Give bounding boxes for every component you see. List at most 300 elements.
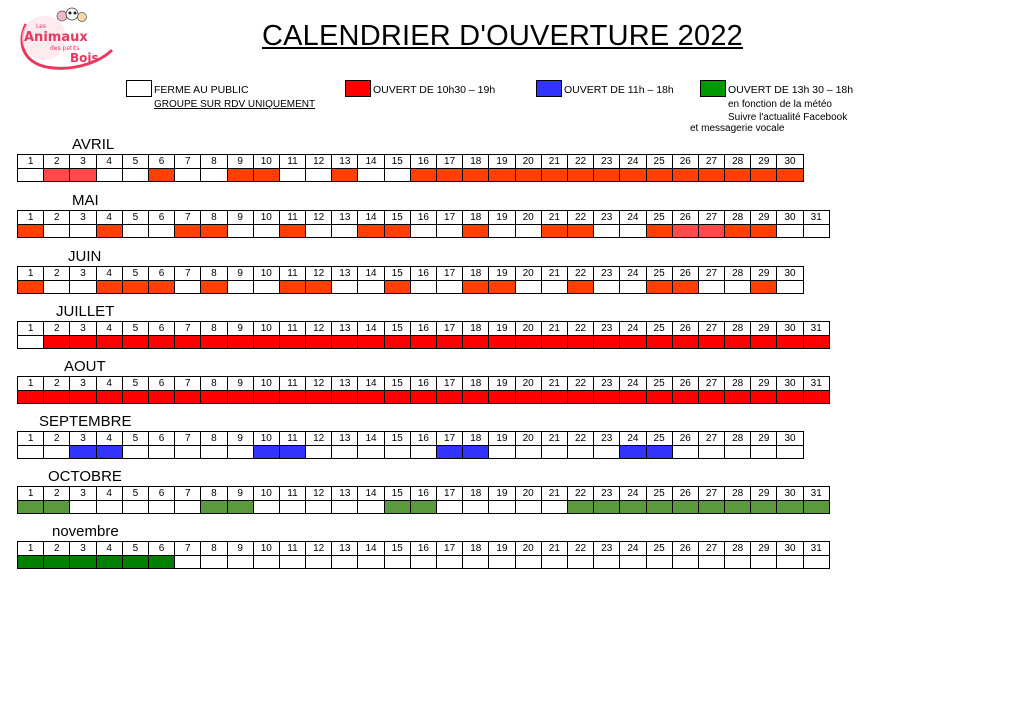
day-number: 26 — [672, 432, 698, 446]
day-status-cell — [437, 446, 463, 459]
day-number: 3 — [70, 155, 96, 169]
day-status-cell — [751, 556, 777, 569]
legend-label-red: OUVERT DE 10h30 – 19h — [373, 84, 496, 96]
day-number: 14 — [358, 211, 384, 225]
day-number: 15 — [384, 322, 410, 336]
day-number: 24 — [620, 155, 646, 169]
day-number: 21 — [541, 542, 567, 556]
month-label-septembre: SEPTEMBRE — [39, 413, 132, 430]
day-status-cell — [725, 169, 751, 182]
day-number: 18 — [463, 487, 489, 501]
day-status-cell — [594, 446, 620, 459]
day-number: 28 — [725, 542, 751, 556]
day-status-cell — [279, 169, 305, 182]
day-status-cell — [646, 169, 672, 182]
day-status-cell — [201, 556, 227, 569]
day-number: 16 — [410, 267, 436, 281]
day-status-cell — [70, 336, 96, 349]
day-status-cell — [227, 391, 253, 404]
day-number: 9 — [227, 267, 253, 281]
month-label-juin: JUIN — [68, 248, 102, 265]
day-number: 25 — [646, 432, 672, 446]
day-number: 28 — [725, 267, 751, 281]
day-number: 15 — [384, 542, 410, 556]
day-status-cell — [646, 556, 672, 569]
logo-text-line4: Bois — [70, 51, 99, 65]
day-status-cell — [384, 225, 410, 238]
day-status-cell — [44, 501, 70, 514]
day-status-cell — [279, 391, 305, 404]
day-number: 30 — [777, 377, 803, 391]
day-number: 2 — [44, 155, 70, 169]
day-status-cell — [698, 169, 724, 182]
day-number: 23 — [594, 432, 620, 446]
day-status-cell — [594, 556, 620, 569]
day-number: 17 — [437, 155, 463, 169]
legend-note-voicemail: et messagerie vocale — [690, 123, 785, 134]
day-status-cell — [567, 336, 593, 349]
day-status-cell — [620, 556, 646, 569]
day-number: 29 — [751, 487, 777, 501]
day-number: 29 — [751, 322, 777, 336]
day-status-cell — [227, 336, 253, 349]
day-status-cell — [620, 391, 646, 404]
day-number: 25 — [646, 487, 672, 501]
day-status-cell — [803, 336, 829, 349]
day-status-cell — [567, 281, 593, 294]
day-status-cell — [44, 169, 70, 182]
day-status-cell — [96, 501, 122, 514]
day-status-cell — [306, 556, 332, 569]
day-number: 23 — [594, 377, 620, 391]
day-status-cell — [567, 501, 593, 514]
day-status-cell — [201, 281, 227, 294]
day-status-cell — [646, 225, 672, 238]
day-status-cell — [777, 281, 803, 294]
day-status-cell — [148, 169, 174, 182]
day-status-cell — [437, 281, 463, 294]
day-status-cell — [489, 336, 515, 349]
day-status-cell — [463, 556, 489, 569]
day-number: 5 — [122, 432, 148, 446]
day-status-cell — [594, 336, 620, 349]
day-status-cell — [175, 169, 201, 182]
day-status-cell — [148, 501, 174, 514]
day-number: 26 — [672, 155, 698, 169]
day-number-row — [18, 432, 804, 446]
day-number: 13 — [332, 211, 358, 225]
month-grid-octobre — [17, 486, 830, 514]
day-number: 6 — [148, 432, 174, 446]
day-number: 7 — [175, 542, 201, 556]
day-number: 27 — [698, 267, 724, 281]
day-number: 19 — [489, 432, 515, 446]
day-number: 5 — [122, 211, 148, 225]
day-number: 29 — [751, 377, 777, 391]
day-status-cell — [515, 501, 541, 514]
day-status-cell — [18, 391, 44, 404]
status-row — [18, 446, 804, 459]
day-status-cell — [148, 225, 174, 238]
day-status-cell — [594, 501, 620, 514]
day-status-cell — [410, 501, 436, 514]
day-number: 10 — [253, 267, 279, 281]
day-status-cell — [541, 556, 567, 569]
day-status-cell — [384, 501, 410, 514]
day-number: 12 — [306, 267, 332, 281]
day-number: 1 — [18, 432, 44, 446]
day-number: 20 — [515, 211, 541, 225]
day-status-cell — [698, 281, 724, 294]
day-number: 23 — [594, 155, 620, 169]
day-status-cell — [515, 169, 541, 182]
day-status-cell — [698, 501, 724, 514]
day-number: 29 — [751, 267, 777, 281]
day-status-cell — [306, 391, 332, 404]
day-status-cell — [279, 446, 305, 459]
day-number: 11 — [279, 487, 305, 501]
day-number: 23 — [594, 542, 620, 556]
day-number: 4 — [96, 155, 122, 169]
day-number: 18 — [463, 267, 489, 281]
day-number: 7 — [175, 211, 201, 225]
day-status-cell — [332, 281, 358, 294]
day-status-cell — [384, 336, 410, 349]
day-number: 13 — [332, 267, 358, 281]
day-number-row — [18, 487, 830, 501]
day-status-cell — [751, 225, 777, 238]
day-status-cell — [567, 391, 593, 404]
day-status-cell — [96, 446, 122, 459]
day-status-cell — [777, 336, 803, 349]
day-number: 7 — [175, 322, 201, 336]
day-number: 18 — [463, 377, 489, 391]
day-number: 23 — [594, 322, 620, 336]
day-status-cell — [332, 446, 358, 459]
day-status-cell — [175, 225, 201, 238]
day-status-cell — [437, 391, 463, 404]
day-number: 26 — [672, 267, 698, 281]
day-number: 13 — [332, 487, 358, 501]
day-status-cell — [515, 391, 541, 404]
day-status-cell — [227, 446, 253, 459]
day-status-cell — [489, 446, 515, 459]
day-number: 8 — [201, 487, 227, 501]
day-status-cell — [725, 281, 751, 294]
day-status-cell — [279, 281, 305, 294]
day-status-cell — [70, 169, 96, 182]
day-number: 28 — [725, 211, 751, 225]
day-number: 24 — [620, 432, 646, 446]
day-status-cell — [777, 556, 803, 569]
day-status-cell — [541, 501, 567, 514]
day-status-cell — [672, 169, 698, 182]
day-number: 4 — [96, 267, 122, 281]
day-number: 2 — [44, 377, 70, 391]
day-status-cell — [725, 446, 751, 459]
day-number: 8 — [201, 542, 227, 556]
day-number: 26 — [672, 322, 698, 336]
day-status-cell — [698, 446, 724, 459]
day-status-cell — [384, 556, 410, 569]
day-number: 26 — [672, 211, 698, 225]
day-number: 27 — [698, 432, 724, 446]
day-number: 5 — [122, 267, 148, 281]
day-number: 5 — [122, 542, 148, 556]
day-number: 4 — [96, 322, 122, 336]
day-number: 30 — [777, 432, 803, 446]
day-status-cell — [515, 281, 541, 294]
day-status-cell — [541, 336, 567, 349]
day-number: 21 — [541, 322, 567, 336]
day-status-cell — [410, 336, 436, 349]
day-number: 4 — [96, 211, 122, 225]
logo-animals — [57, 8, 87, 22]
day-number: 9 — [227, 377, 253, 391]
month-label-avril: AVRIL — [72, 136, 115, 153]
day-status-cell — [410, 225, 436, 238]
day-status-cell — [463, 446, 489, 459]
day-status-cell — [148, 391, 174, 404]
day-status-cell — [620, 446, 646, 459]
day-number: 16 — [410, 432, 436, 446]
day-number-row — [18, 211, 830, 225]
day-status-cell — [489, 391, 515, 404]
day-status-cell — [777, 225, 803, 238]
day-status-cell — [410, 391, 436, 404]
day-status-cell — [698, 225, 724, 238]
legend-note-weather: en fonction de la météo — [728, 99, 832, 110]
day-number: 27 — [698, 487, 724, 501]
day-number: 20 — [515, 155, 541, 169]
day-status-cell — [201, 336, 227, 349]
day-status-cell — [437, 225, 463, 238]
day-status-cell — [672, 446, 698, 459]
day-number: 25 — [646, 267, 672, 281]
day-status-cell — [18, 169, 44, 182]
day-number: 9 — [227, 487, 253, 501]
day-number: 19 — [489, 377, 515, 391]
logo-text-line3: des petits — [50, 45, 80, 52]
day-number: 19 — [489, 267, 515, 281]
day-status-cell — [253, 556, 279, 569]
day-number: 5 — [122, 155, 148, 169]
day-status-cell — [306, 281, 332, 294]
day-number: 7 — [175, 487, 201, 501]
day-number: 16 — [410, 487, 436, 501]
day-number: 7 — [175, 432, 201, 446]
day-status-cell — [672, 281, 698, 294]
day-status-cell — [148, 556, 174, 569]
status-row — [18, 556, 830, 569]
day-number: 13 — [332, 432, 358, 446]
day-number: 15 — [384, 377, 410, 391]
day-status-cell — [175, 501, 201, 514]
status-row — [18, 336, 830, 349]
day-status-cell — [122, 281, 148, 294]
day-number: 22 — [567, 377, 593, 391]
day-number: 29 — [751, 211, 777, 225]
day-number: 3 — [70, 211, 96, 225]
month-grid-juin — [17, 266, 804, 294]
day-number: 14 — [358, 377, 384, 391]
day-number: 11 — [279, 155, 305, 169]
day-status-cell — [672, 336, 698, 349]
day-number: 22 — [567, 211, 593, 225]
day-number: 12 — [306, 211, 332, 225]
day-number: 15 — [384, 487, 410, 501]
day-status-cell — [306, 336, 332, 349]
month-grid-novembre — [17, 541, 830, 569]
month-label-mai: MAI — [72, 192, 99, 209]
day-status-cell — [44, 281, 70, 294]
day-number: 8 — [201, 267, 227, 281]
day-status-cell — [463, 225, 489, 238]
day-status-cell — [18, 281, 44, 294]
day-status-cell — [672, 391, 698, 404]
day-number: 22 — [567, 542, 593, 556]
day-number: 9 — [227, 155, 253, 169]
day-number: 6 — [148, 487, 174, 501]
day-number-row — [18, 542, 830, 556]
day-status-cell — [698, 336, 724, 349]
day-status-cell — [18, 336, 44, 349]
day-number: 8 — [201, 211, 227, 225]
day-status-cell — [594, 225, 620, 238]
day-number: 1 — [18, 542, 44, 556]
day-status-cell — [253, 446, 279, 459]
day-status-cell — [384, 281, 410, 294]
day-number: 10 — [253, 432, 279, 446]
day-status-cell — [122, 336, 148, 349]
day-number: 25 — [646, 211, 672, 225]
day-status-cell — [725, 501, 751, 514]
day-status-cell — [148, 281, 174, 294]
day-number: 27 — [698, 377, 724, 391]
day-status-cell — [672, 501, 698, 514]
day-number: 31 — [803, 487, 829, 501]
day-status-cell — [253, 281, 279, 294]
month-grid-septembre — [17, 431, 804, 459]
day-status-cell — [437, 556, 463, 569]
day-status-cell — [410, 169, 436, 182]
day-status-cell — [358, 391, 384, 404]
day-number: 22 — [567, 267, 593, 281]
day-number: 18 — [463, 211, 489, 225]
day-number: 2 — [44, 322, 70, 336]
legend-note-facebook: Suivre l'actualité Facebook — [728, 112, 848, 123]
day-number-row — [18, 322, 830, 336]
day-status-cell — [148, 336, 174, 349]
day-number: 7 — [175, 377, 201, 391]
day-number: 13 — [332, 155, 358, 169]
day-number: 25 — [646, 155, 672, 169]
day-number: 20 — [515, 487, 541, 501]
day-number: 1 — [18, 211, 44, 225]
logo-text-line1: Les — [36, 23, 47, 30]
day-status-cell — [44, 225, 70, 238]
day-number: 9 — [227, 542, 253, 556]
day-number: 14 — [358, 542, 384, 556]
day-status-cell — [541, 169, 567, 182]
day-number: 7 — [175, 267, 201, 281]
day-number: 27 — [698, 211, 724, 225]
day-number: 6 — [148, 322, 174, 336]
day-number: 26 — [672, 487, 698, 501]
day-number: 1 — [18, 377, 44, 391]
day-status-cell — [122, 225, 148, 238]
day-number: 4 — [96, 542, 122, 556]
day-number: 25 — [646, 377, 672, 391]
day-status-cell — [175, 556, 201, 569]
day-status-cell — [751, 391, 777, 404]
day-number: 3 — [70, 322, 96, 336]
day-status-cell — [541, 281, 567, 294]
day-number: 14 — [358, 487, 384, 501]
day-status-cell — [567, 225, 593, 238]
day-number: 5 — [122, 377, 148, 391]
day-number: 22 — [567, 155, 593, 169]
day-number: 23 — [594, 211, 620, 225]
day-status-cell — [646, 391, 672, 404]
day-status-cell — [463, 169, 489, 182]
month-grid-aout — [17, 376, 830, 404]
day-number: 15 — [384, 211, 410, 225]
day-number: 12 — [306, 542, 332, 556]
day-status-cell — [725, 225, 751, 238]
legend-swatch-green — [700, 80, 726, 97]
day-number: 8 — [201, 322, 227, 336]
day-status-cell — [803, 391, 829, 404]
day-number: 28 — [725, 377, 751, 391]
day-status-cell — [44, 556, 70, 569]
day-number: 17 — [437, 267, 463, 281]
day-status-cell — [227, 556, 253, 569]
day-status-cell — [148, 446, 174, 459]
day-number: 4 — [96, 432, 122, 446]
day-number: 27 — [698, 155, 724, 169]
day-status-cell — [384, 391, 410, 404]
day-number: 18 — [463, 155, 489, 169]
day-status-cell — [175, 281, 201, 294]
day-number: 22 — [567, 487, 593, 501]
day-status-cell — [253, 336, 279, 349]
day-number: 10 — [253, 155, 279, 169]
legend-label-green: OUVERT DE 13h 30 – 18h — [728, 84, 854, 96]
legend-swatch-blue — [536, 80, 562, 97]
day-status-cell — [175, 336, 201, 349]
day-number: 14 — [358, 267, 384, 281]
day-number: 17 — [437, 487, 463, 501]
day-status-cell — [698, 556, 724, 569]
day-number: 2 — [44, 267, 70, 281]
day-status-cell — [358, 556, 384, 569]
day-status-cell — [96, 281, 122, 294]
status-row — [18, 501, 830, 514]
day-status-cell — [279, 225, 305, 238]
page-title: CALENDRIER D'OUVERTURE 2022 — [262, 20, 743, 52]
day-status-cell — [332, 391, 358, 404]
day-number: 1 — [18, 267, 44, 281]
day-status-cell — [201, 225, 227, 238]
day-status-cell — [489, 225, 515, 238]
day-number: 17 — [437, 432, 463, 446]
day-number: 11 — [279, 322, 305, 336]
legend-label-closed: FERME AU PUBLIC — [154, 84, 249, 96]
day-number: 5 — [122, 322, 148, 336]
day-status-cell — [358, 336, 384, 349]
day-number: 18 — [463, 322, 489, 336]
